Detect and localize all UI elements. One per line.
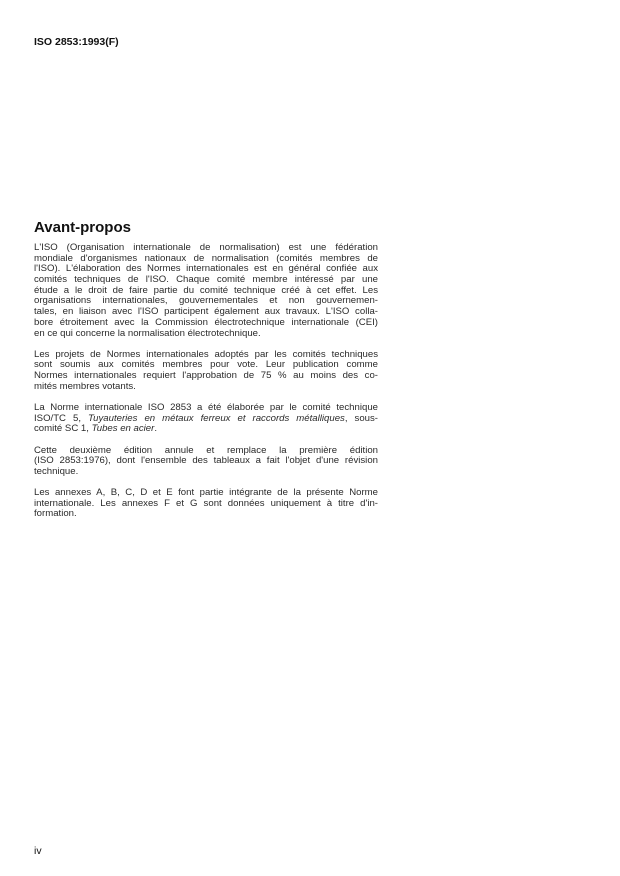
text-line: organisations internationales, gouvernementales et non gouvernemen- <box>34 295 378 307</box>
text-line: technique. <box>34 465 79 477</box>
text-line: La Norme internationale ISO 2853 a été élaborée par le comité technique <box>34 401 378 413</box>
paragraph-3 <box>34 403 378 435</box>
foreword-body <box>34 243 378 531</box>
text-line: comités techniques de l'ISO. Chaque comité membre intéressé par une <box>34 274 378 286</box>
text-segment: , sous- <box>344 412 378 424</box>
text-line: en ce qui concerne la normalisation électrotechnique. <box>34 327 261 339</box>
text-line: formation. <box>34 508 77 520</box>
paragraph-4 <box>34 446 378 478</box>
section-title: Avant-propos <box>34 219 131 236</box>
text-line: tales, en liaison avec l'ISO participent également aux travaux. L'ISO colla- <box>34 306 378 318</box>
text-line <box>34 424 378 435</box>
text-line: étude a le droit de faire partie du comité technique créé à cet effet. Les <box>34 284 378 296</box>
text-line: bore étroitement avec la Commission électrotechnique internationale (CEI) <box>34 316 378 328</box>
text-line: l'ISO). L'élaboration des Normes internationales est en général confiée aux <box>34 263 378 275</box>
paragraph-1 <box>34 243 378 339</box>
text-segment: . <box>154 423 158 435</box>
paragraph-2 <box>34 350 378 393</box>
text-line: mités membres votants. <box>34 380 136 392</box>
paragraph-5 <box>34 488 378 520</box>
text-line: Les annexes A, B, C, D et E font partie intégrante de la présente Norme <box>34 487 378 499</box>
committee-title: Tuyauteries en métaux ferreux et raccords métalliques <box>88 412 345 424</box>
text-line: Cette deuxième édition annule et remplace la première édition <box>34 444 378 456</box>
text-line: (ISO 2853:1976), dont l'ensemble des tableaux a fait l'objet d'une révision <box>34 455 378 467</box>
document-header-id: ISO 2853:1993(F) <box>34 36 119 48</box>
text-line: mondiale d'organismes nationaux de normalisation (comités membres de <box>34 252 378 264</box>
text-line: internationale. Les annexes F et G sont données uniquement à titre d'in- <box>34 497 378 509</box>
page-number: iv <box>34 845 42 857</box>
text-line: Les projets de Normes internationales adoptés par les comités techniques <box>34 348 378 360</box>
text-line: sont soumis aux comités membres pour vote. Leur publication comme <box>34 359 378 371</box>
text-segment: comité SC 1, <box>34 423 92 435</box>
subcommittee-title: Tubes en acier <box>91 423 155 435</box>
text-line: Normes internationales requiert l'approbation de 75 % au moins des co- <box>34 370 378 382</box>
text-segment: ISO/TC 5, <box>34 412 89 424</box>
text-line: L'ISO (Organisation internationale de normalisation) est une fédération <box>34 242 378 253</box>
